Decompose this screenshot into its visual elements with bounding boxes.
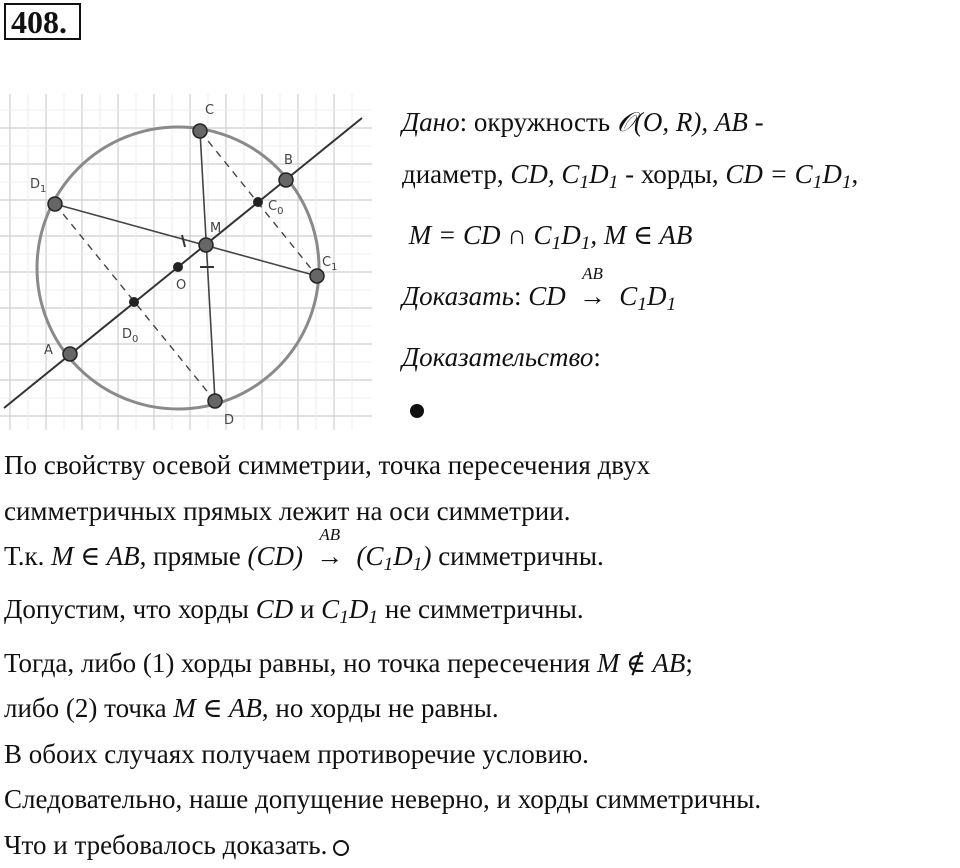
given-line-1: Дано: окружность 𝒪(O, R), AB - xyxy=(402,107,764,137)
proof-line-7: В обоих случаях получаем противоречие условию. xyxy=(4,738,589,769)
proof-line-2: симметричных прямых лежит на оси симметрии. xyxy=(4,495,571,526)
bullet-icon xyxy=(410,404,424,418)
label-d: D xyxy=(224,413,235,428)
label-a: A xyxy=(44,343,53,358)
proof-line-4: Допустим, что хорды CD и $C_1D_1$ не симметричны. xyxy=(4,594,584,629)
point-m xyxy=(199,238,213,252)
label-c1: $C_1$ xyxy=(322,255,338,273)
symmetry-arrow: AB → xyxy=(316,525,344,571)
point-d0 xyxy=(129,297,139,307)
proof-line-1: По свойству осевой симметрии, точка пересечения двух xyxy=(4,450,651,480)
problem-number: 408. xyxy=(4,3,81,40)
point-d xyxy=(208,394,222,408)
label-d1: $D_1$ xyxy=(30,177,47,195)
prove-line: Доказать: CD AB → $C_1D_1$ xyxy=(402,270,958,331)
label-c: C xyxy=(205,103,215,118)
point-b xyxy=(279,173,293,187)
proof-label: Доказательство xyxy=(402,341,594,372)
given-label: Дано xyxy=(402,107,460,137)
label-d0: $D_0$ xyxy=(122,327,139,345)
label-b: B xyxy=(284,153,293,168)
point-a xyxy=(63,347,77,361)
point-c0 xyxy=(253,197,263,207)
proof-line-3: Т.к. M ∈ AB, прямые (CD) AB → $(C_1D_1)$ симметричны. xyxy=(4,534,958,587)
given-block xyxy=(402,96,958,435)
geometry-figure xyxy=(0,92,372,432)
proof-line-6: либо (2) точка M ∈ AB, но хорды не равны. xyxy=(4,693,499,724)
proof-line-5: Тогда, либо (1) хорды равны, но точка пересечения M ∉ AB; xyxy=(4,647,693,678)
given-line-3: M = CD ∩ $C_1D_1$, M ∈ AB xyxy=(408,219,693,254)
diameter-line-ab xyxy=(4,118,362,408)
proof-line: Доказательство: xyxy=(402,341,601,372)
given-line-2: диаметр, CD, $C_1D_1$ - хорды, CD = $C_1D_1$, xyxy=(402,159,859,193)
point-c1 xyxy=(310,269,324,283)
proof-line-8: Следовательно, наше допущение неверно, и хорды симметричны. xyxy=(4,784,762,815)
qed-circle-icon xyxy=(333,840,349,856)
label-o: O xyxy=(176,278,187,293)
prove-label: Доказать xyxy=(402,280,514,311)
proof-body xyxy=(4,443,958,868)
label-c0: $C_0$ xyxy=(268,199,284,217)
point-d1 xyxy=(48,197,62,211)
proof-line-9: Что и требовалось доказать. xyxy=(4,823,958,868)
bullet-line xyxy=(402,383,958,435)
point-o xyxy=(173,262,183,272)
point-c xyxy=(193,124,207,138)
symmetry-arrow: AB → xyxy=(579,263,606,311)
label-m: M xyxy=(210,221,222,236)
